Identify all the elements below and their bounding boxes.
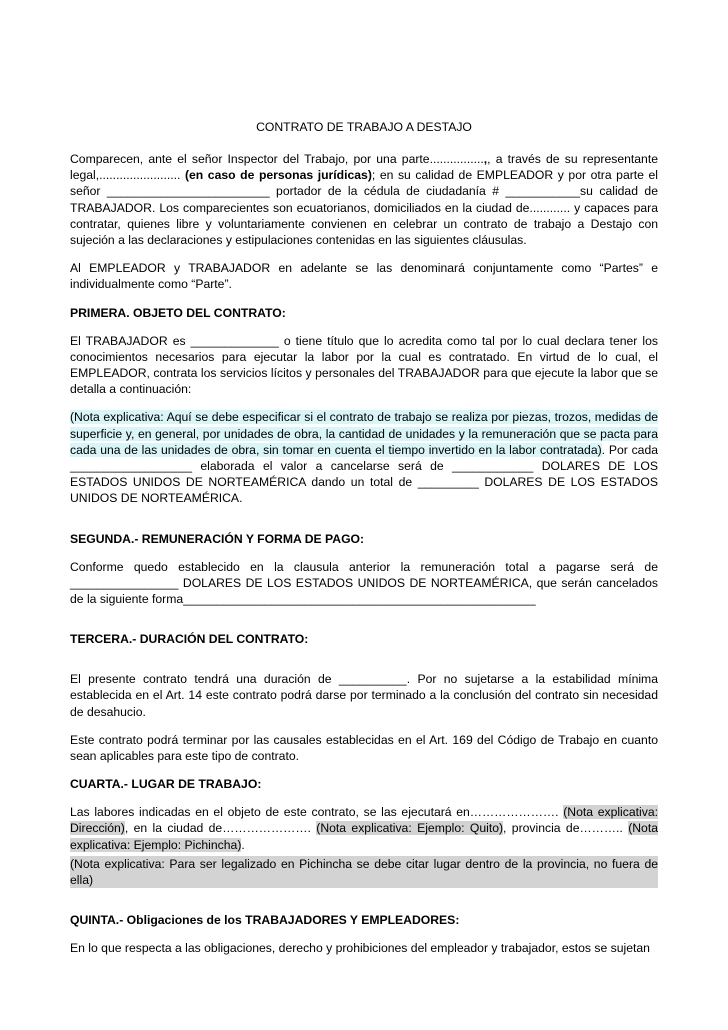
cuarta-paragraph [70, 804, 658, 853]
primera-detail-paragraph [70, 409, 658, 506]
cuarta-note-direccion: (Nota explicativa: Dirección) [70, 805, 658, 836]
tercera-heading: TERCERA.- DURACIÓN DEL CONTRATO: [70, 632, 309, 647]
cuarta-text-b: , en la ciudad de…………………. [124, 821, 317, 836]
cuarta-text-c: , provincia de……….. [503, 821, 629, 836]
segunda-paragraph: Conforme quedo establecido en la clausula anterior la remuneración total a pagarse será de ________________ DOLARES DE LOS ESTADOS UNIDOS DE NORTEAMÉRICA, que serán cancelados de la siguiente forma____________________________________________________ [70, 559, 658, 607]
primera-heading: PRIMERA. OBJETO DEL CONTRATO: [70, 305, 286, 320]
intro-text-c: ; en su calidad de EMPLEADOR y por otra parte el señor ________________________ portador de la cédula de ciudadanía # ___________su calidad de TRABAJADOR. Los comparecientes son ecuatorianos, domiciliados en la ciudad de............ y capaces para contratar, quienes libre y voluntariamente convienen en celebrar un contrato de trabajo a Destajo con sujeción a las declaraciones y estipulaciones contenidas en las siguientes cláusulas. [70, 168, 658, 248]
cuarta-text-d: . [241, 837, 245, 852]
document-title: CONTRATO DE TRABAJO A DESTAJO [256, 120, 472, 134]
primera-payment-text: . Por cada __________________ elaborada el valor a cancelarse será de ____________ DOLARES DE LOS ESTADOS UNIDOS DE NORTEAMÉRICA dando un total de _________ DOLARES DE LOS ESTADOS UNIDOS DE NORTEAMÉRICA. [70, 442, 658, 506]
intro-bold-note: (en caso de personas jurídicas) [184, 168, 372, 183]
segunda-heading: SEGUNDA.- REMUNERACIÓN Y FORMA DE PAGO: [70, 531, 365, 546]
primera-paragraph: El TRABAJADOR es _____________ o tiene título que lo acredita como tal por lo cual declara tener los conocimientos necesarios para ejecutar la labor por la cual es contratado. En virtud de lo cual, el EMPLEADOR, contrata los servicios lícitos y personales del TRABAJADOR para que ejecute la labor que se detalla a continuación: [70, 333, 658, 397]
cuarta-heading: CUARTA.- LUGAR DE TRABAJO: [70, 777, 262, 792]
tercera-paragraph-1: El presente contrato tendrá una duración de __________. Por no sujetarse a la estabilidad mínima establecida en el Art. 14 este contrato podrá darse por terminado a la conclusión del contrato sin necesidad de desahucio. [70, 672, 658, 719]
cuarta-note-legalizacion: (Nota explicativa: Para ser legalizado en Pichincha se debe citar lugar dentro de la provincia, no fuera de ella) [70, 856, 658, 888]
intro-comma: , [483, 152, 488, 166]
cuarta-text-a: Las labores indicadas en el objeto de este contrato, se las ejecutará en…………………. [70, 805, 564, 820]
parties-paragraph: Al EMPLEADOR y TRABAJADOR en adelante se las denominará conjuntamente como “Partes” e individualmente como “Parte”. [70, 261, 658, 292]
tercera-paragraph-2: Este contrato podrá terminar por las causales establecidas en el Art. 169 del Código de Trabajo en cuanto sean aplicables para este tipo de contrato. [70, 732, 658, 764]
primera-explanatory-note: (Nota explicativa: Aquí se debe especificar si el contrato de trabajo se realiza por piezas, trozos, medidas de superficie y, en general, por unidades de obra, la cantidad de unidades y la remuneración que se pacta para cada una de las unidades de obra, sin tomar en cuenta el tiempo invertido en la labor contratada) [70, 410, 658, 457]
intro-text-a: Comparecen, ante el señor Inspector del Trabajo, por una parte................ [70, 152, 484, 166]
intro-text-b: , a través de su representante legal,........................ [70, 152, 658, 183]
cuarta-note-pichincha: (Nota explicativa: Ejemplo: Pichincha) [70, 821, 658, 852]
cuarta-note-quito: (Nota explicativa: Ejemplo: Quito) [316, 821, 504, 836]
intro-paragraph [70, 151, 658, 248]
quinta-heading: QUINTA.- Obligaciones de los TRABAJADORES Y EMPLEADORES: [70, 913, 460, 928]
quinta-paragraph: En lo que respecta a las obligaciones, derecho y prohibiciones del empleador y trabajador, estos se sujetan [70, 941, 650, 956]
